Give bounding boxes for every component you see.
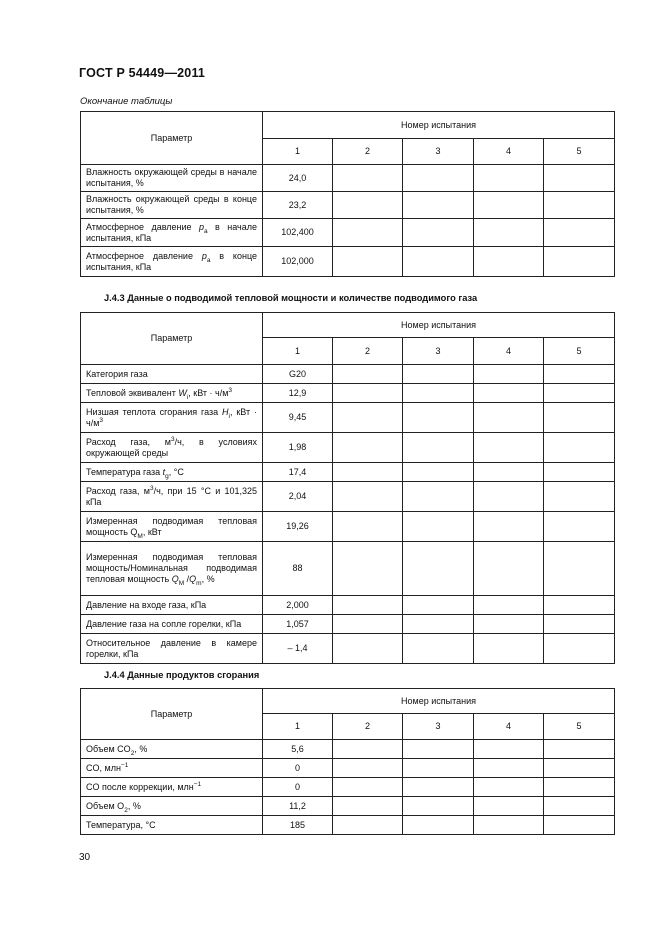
param-text: /ч, при 15 °C и 101,325 кПа bbox=[86, 485, 257, 507]
empty-cell bbox=[333, 759, 403, 778]
table-row bbox=[81, 365, 615, 384]
empty-cell bbox=[474, 463, 544, 482]
section-heading-heat-input: J.4.3 Данные о подводимой тепловой мощности и количестве подводимого газа bbox=[104, 293, 478, 303]
parameter-label: Давление газа на сопле горелки, кПа bbox=[81, 615, 263, 634]
param-text: Измеренная подводимая тепловая мощность Q bbox=[86, 515, 257, 537]
param-text: CO, млн bbox=[86, 762, 121, 773]
parameter-label: Влажность окружающей среды в начале испытания, % bbox=[81, 165, 263, 192]
empty-cell bbox=[403, 433, 474, 463]
empty-cell bbox=[403, 365, 474, 384]
empty-cell bbox=[403, 542, 474, 596]
value-cell: 23,2 bbox=[263, 192, 333, 219]
param-subscript: 2 bbox=[124, 806, 128, 814]
parameter-label: Категория газа bbox=[81, 365, 263, 384]
empty-cell bbox=[474, 247, 544, 277]
empty-cell bbox=[544, 740, 615, 759]
param-subscript: a bbox=[206, 256, 211, 264]
table-row bbox=[81, 596, 615, 615]
col-header: 3 bbox=[403, 139, 474, 165]
empty-cell bbox=[403, 596, 474, 615]
table-row bbox=[81, 759, 615, 778]
empty-cell bbox=[333, 634, 403, 664]
value-cell: 1,98 bbox=[263, 433, 333, 463]
value-cell: 1,057 bbox=[263, 615, 333, 634]
empty-cell bbox=[474, 816, 544, 835]
empty-cell bbox=[403, 219, 474, 247]
value-cell: 19,26 bbox=[263, 512, 333, 542]
empty-cell bbox=[333, 482, 403, 512]
value-cell: 0 bbox=[263, 778, 333, 797]
param-superscript: 3 bbox=[228, 386, 233, 394]
param-text: Объем CO bbox=[86, 743, 131, 754]
empty-cell bbox=[403, 512, 474, 542]
table-row bbox=[81, 192, 615, 219]
table-row bbox=[81, 463, 615, 482]
parameter-label bbox=[81, 403, 263, 433]
parameter-label bbox=[81, 740, 263, 759]
empty-cell bbox=[403, 482, 474, 512]
param-text: Температура газа bbox=[86, 466, 163, 477]
empty-cell bbox=[544, 816, 615, 835]
value-cell: 17,4 bbox=[263, 463, 333, 482]
table-row bbox=[81, 512, 615, 542]
value-cell: 0 bbox=[263, 759, 333, 778]
param-subscript: i bbox=[228, 412, 230, 420]
empty-cell bbox=[544, 463, 615, 482]
empty-cell bbox=[403, 634, 474, 664]
empty-cell bbox=[544, 433, 615, 463]
empty-cell bbox=[544, 192, 615, 219]
col-header: 5 bbox=[544, 338, 615, 365]
empty-cell bbox=[403, 740, 474, 759]
col-header: 2 bbox=[333, 338, 403, 365]
empty-cell bbox=[544, 247, 615, 277]
empty-cell bbox=[544, 365, 615, 384]
test-number-header: Номер испытания bbox=[263, 689, 615, 714]
empty-cell bbox=[474, 403, 544, 433]
empty-cell bbox=[474, 365, 544, 384]
empty-cell bbox=[333, 403, 403, 433]
empty-cell bbox=[474, 740, 544, 759]
param-header: Параметр bbox=[81, 689, 263, 740]
value-cell: 24,0 bbox=[263, 165, 333, 192]
empty-cell bbox=[403, 816, 474, 835]
param-text: Измеренная подводимая тепловая мощность/Номинальная подводимая тепловая мощность bbox=[86, 552, 257, 584]
test-number-header: Номер испытания bbox=[263, 313, 615, 338]
empty-cell bbox=[333, 797, 403, 816]
param-symbol: H bbox=[222, 406, 229, 417]
empty-cell bbox=[544, 403, 615, 433]
empty-cell bbox=[474, 797, 544, 816]
table-row bbox=[81, 219, 615, 247]
section-heading-combustion-products: J.4.4 Данные продуктов сгорания bbox=[104, 670, 260, 680]
table-row bbox=[81, 778, 615, 797]
param-text: , °C bbox=[168, 466, 184, 477]
value-cell: 9,45 bbox=[263, 403, 333, 433]
col-header: 2 bbox=[333, 714, 403, 740]
param-subscript: M bbox=[178, 579, 185, 587]
parameter-label bbox=[81, 433, 263, 463]
col-header: 1 bbox=[263, 338, 333, 365]
param-subscript: m bbox=[196, 579, 202, 587]
param-superscript: 3 bbox=[170, 435, 175, 443]
table-row bbox=[81, 615, 615, 634]
parameter-label bbox=[81, 759, 263, 778]
col-header: 3 bbox=[403, 714, 474, 740]
value-cell: 2,04 bbox=[263, 482, 333, 512]
param-text: / bbox=[184, 574, 190, 584]
param-symbol: Q bbox=[171, 574, 179, 584]
param-text: Атмосферное давление bbox=[86, 250, 202, 261]
table-row bbox=[81, 482, 615, 512]
param-text: в конце испытания, кПа bbox=[86, 250, 258, 272]
value-cell: – 1,4 bbox=[263, 634, 333, 664]
col-header: 2 bbox=[333, 139, 403, 165]
empty-cell bbox=[403, 759, 474, 778]
parameter-label: Влажность окружающей среды в конце испытания, % bbox=[81, 192, 263, 219]
param-subscript: i bbox=[186, 393, 189, 401]
param-symbol: W bbox=[178, 387, 187, 398]
table-row bbox=[81, 816, 615, 835]
param-symbol: Q bbox=[189, 574, 197, 584]
parameter-label bbox=[81, 247, 263, 277]
parameter-label: Относительное давление в камере горелки, кПа bbox=[81, 634, 263, 664]
empty-cell bbox=[333, 596, 403, 615]
param-superscript: −1 bbox=[120, 761, 129, 769]
value-cell: 5,6 bbox=[263, 740, 333, 759]
table-row bbox=[81, 433, 615, 463]
empty-cell bbox=[474, 384, 544, 403]
col-header: 4 bbox=[474, 139, 544, 165]
param-text: Атмосферное давление bbox=[86, 221, 199, 232]
parameter-label bbox=[81, 778, 263, 797]
empty-cell bbox=[544, 384, 615, 403]
empty-cell bbox=[333, 247, 403, 277]
col-header: 3 bbox=[403, 338, 474, 365]
empty-cell bbox=[333, 512, 403, 542]
value-cell: 12,9 bbox=[263, 384, 333, 403]
param-symbol: p bbox=[198, 221, 204, 232]
empty-cell bbox=[544, 165, 615, 192]
param-superscript: 3 bbox=[99, 416, 104, 424]
empty-cell bbox=[403, 403, 474, 433]
empty-cell bbox=[474, 596, 544, 615]
empty-cell bbox=[474, 759, 544, 778]
parameter-label bbox=[81, 482, 263, 512]
empty-cell bbox=[403, 778, 474, 797]
empty-cell bbox=[544, 512, 615, 542]
col-header: 5 bbox=[544, 139, 615, 165]
empty-cell bbox=[333, 542, 403, 596]
value-cell: G20 bbox=[263, 365, 333, 384]
col-header: 1 bbox=[263, 714, 333, 740]
table-row bbox=[81, 542, 615, 596]
value-cell: 102,400 bbox=[263, 219, 333, 247]
empty-cell bbox=[544, 778, 615, 797]
empty-cell bbox=[403, 615, 474, 634]
value-cell: 102,000 bbox=[263, 247, 333, 277]
empty-cell bbox=[474, 482, 544, 512]
param-header: Параметр bbox=[81, 112, 263, 165]
empty-cell bbox=[474, 542, 544, 596]
empty-cell bbox=[544, 596, 615, 615]
param-subscript: g bbox=[165, 472, 169, 480]
col-header: 5 bbox=[544, 714, 615, 740]
param-text: Тепловой эквивалент bbox=[86, 387, 179, 398]
table-ambient-conditions bbox=[80, 111, 615, 277]
value-cell: 11,2 bbox=[263, 797, 333, 816]
empty-cell bbox=[544, 797, 615, 816]
table-row bbox=[81, 403, 615, 433]
empty-cell bbox=[403, 384, 474, 403]
param-subscript: 2 bbox=[130, 749, 135, 757]
value-cell: 2,000 bbox=[263, 596, 333, 615]
parameter-label bbox=[81, 797, 263, 816]
param-text: , % bbox=[134, 743, 148, 754]
empty-cell bbox=[333, 192, 403, 219]
table-row bbox=[81, 384, 615, 403]
empty-cell bbox=[403, 797, 474, 816]
param-text: , % bbox=[201, 574, 215, 584]
table-row bbox=[81, 165, 615, 192]
param-text: в начале испытания, кПа bbox=[86, 221, 258, 243]
empty-cell bbox=[474, 433, 544, 463]
param-symbol: p bbox=[201, 250, 207, 261]
test-number-header: Номер испытания bbox=[263, 112, 615, 139]
value-cell: 185 bbox=[263, 816, 333, 835]
col-header: 4 bbox=[474, 714, 544, 740]
empty-cell bbox=[333, 384, 403, 403]
parameter-label bbox=[81, 463, 263, 482]
param-subscript: a bbox=[204, 227, 208, 235]
param-superscript: −1 bbox=[193, 780, 202, 788]
empty-cell bbox=[333, 615, 403, 634]
param-text: Низшая теплота сгорания газа bbox=[86, 406, 222, 417]
empty-cell bbox=[333, 740, 403, 759]
empty-cell bbox=[544, 759, 615, 778]
empty-cell bbox=[403, 463, 474, 482]
table-row bbox=[81, 740, 615, 759]
empty-cell bbox=[333, 433, 403, 463]
empty-cell bbox=[403, 165, 474, 192]
param-superscript: 3 bbox=[149, 484, 154, 492]
empty-cell bbox=[333, 816, 403, 835]
parameter-label bbox=[81, 384, 263, 403]
empty-cell bbox=[544, 615, 615, 634]
document-header: ГОСТ Р 54449—2011 bbox=[79, 66, 206, 80]
empty-cell bbox=[474, 512, 544, 542]
parameter-label bbox=[81, 512, 263, 542]
empty-cell bbox=[333, 165, 403, 192]
empty-cell bbox=[403, 247, 474, 277]
param-text: Расход газа, м bbox=[86, 485, 150, 496]
empty-cell bbox=[544, 542, 615, 596]
param-text: , % bbox=[127, 800, 141, 811]
empty-cell bbox=[403, 192, 474, 219]
empty-cell bbox=[474, 615, 544, 634]
param-text: Объем O bbox=[86, 800, 125, 811]
empty-cell bbox=[333, 463, 403, 482]
param-text: /ч, в условиях окружающей среды bbox=[86, 436, 257, 458]
param-symbol: t bbox=[162, 466, 166, 477]
parameter-label bbox=[81, 542, 263, 596]
empty-cell bbox=[474, 778, 544, 797]
table-row bbox=[81, 247, 615, 277]
table-heat-input bbox=[80, 312, 615, 664]
empty-cell bbox=[333, 365, 403, 384]
parameter-label: Температура, °C bbox=[81, 816, 263, 835]
empty-cell bbox=[333, 778, 403, 797]
parameter-label bbox=[81, 219, 263, 247]
parameter-label: Давление на входе газа, кПа bbox=[81, 596, 263, 615]
table-row bbox=[81, 797, 615, 816]
param-text: CO после коррекции, млн bbox=[86, 781, 194, 792]
param-subscript: M bbox=[137, 532, 143, 540]
param-header: Параметр bbox=[81, 313, 263, 365]
table-combustion-products bbox=[80, 688, 615, 835]
table-caption: Окончание таблицы bbox=[80, 96, 173, 107]
empty-cell bbox=[474, 192, 544, 219]
empty-cell bbox=[474, 634, 544, 664]
page-number: 30 bbox=[79, 852, 91, 863]
table-row bbox=[81, 634, 615, 664]
empty-cell bbox=[474, 165, 544, 192]
param-text: , кВт bbox=[142, 526, 162, 537]
param-text: , кВт · ч/м bbox=[188, 387, 229, 398]
param-text: , кВт · ч/м bbox=[86, 406, 257, 428]
empty-cell bbox=[474, 219, 544, 247]
col-header: 1 bbox=[263, 139, 333, 165]
empty-cell bbox=[544, 219, 615, 247]
col-header: 4 bbox=[474, 338, 544, 365]
value-cell: 88 bbox=[263, 542, 333, 596]
empty-cell bbox=[544, 634, 615, 664]
empty-cell bbox=[544, 482, 615, 512]
param-text: Расход газа, м bbox=[86, 436, 171, 447]
empty-cell bbox=[333, 219, 403, 247]
